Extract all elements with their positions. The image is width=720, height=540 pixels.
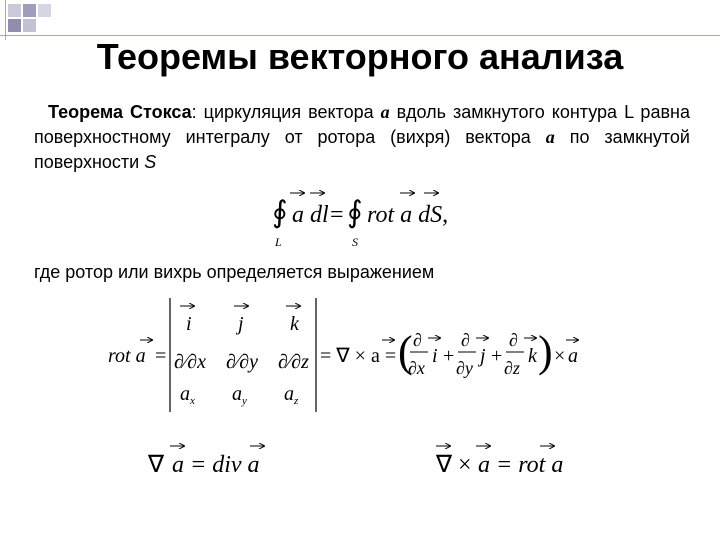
stokes-rhs: rot a dS,: [367, 202, 449, 228]
theorem-text-part-1: : циркуляция вектора: [191, 102, 381, 122]
component-az: $a_z$: [284, 383, 299, 407]
theorem-text-part-2: вдоль замкнутого контура L равна поверхностному интегралу от ротора (вихря) вектора: [34, 102, 690, 147]
svg-text:a = div a: a = div a: [172, 452, 260, 478]
svg-text:+: +: [491, 345, 503, 367]
svg-text:= ∇ × a =: = ∇ × a =: [320, 345, 397, 367]
subscript-L: L: [275, 235, 282, 249]
contour-integral-sign: ∮: [272, 196, 288, 229]
unit-i: i: [186, 313, 192, 335]
slide-title: Теоремы векторного анализа: [96, 36, 624, 77]
partial-x: ∂⁄∂x: [174, 351, 206, 373]
unit-k: k: [290, 313, 299, 335]
stokes-equals: =: [330, 202, 344, 228]
rot-label: rot a: [108, 345, 146, 367]
component-ay: $a_y$: [232, 383, 247, 407]
svg-text:∇ ×: ∇ ×: [436, 452, 472, 478]
svg-text:): ): [538, 327, 553, 376]
svg-text:i: i: [432, 345, 438, 367]
svg-text:∂: ∂: [413, 330, 422, 350]
subscript-S: S: [352, 235, 358, 249]
vector-a-2: a: [545, 127, 555, 147]
svg-text:(: (: [398, 327, 413, 376]
svg-text:∇: ∇: [148, 452, 165, 478]
surface-symbol: S: [144, 152, 157, 172]
surface-integral-sign: ∮: [347, 196, 363, 229]
svg-text:∂y: ∂y: [456, 358, 473, 378]
div-formula: [147, 446, 264, 478]
svg-text:∂: ∂: [461, 330, 470, 350]
svg-text:=: =: [155, 345, 167, 367]
svg-text:k: k: [528, 345, 537, 367]
vector-a-1: a: [380, 102, 390, 122]
component-ax: $a_x$: [180, 383, 195, 407]
svg-text:a: a: [568, 345, 578, 367]
theorem-name: Теорема Стокса: [48, 102, 192, 122]
rotor-intro-text: где ротор или вихрь определяется выражением: [34, 262, 435, 282]
svg-text:×: ×: [554, 345, 566, 367]
partial-z: ∂⁄∂z: [278, 351, 309, 373]
partial-y: ∂⁄∂y: [226, 351, 258, 373]
svg-text:∂z: ∂z: [504, 358, 520, 378]
unit-j: j: [238, 313, 244, 335]
svg-text:j: j: [480, 345, 486, 367]
rot-definition-formula: [108, 298, 578, 412]
svg-text:a = rot a: a = rot a: [478, 452, 564, 478]
stokes-lhs: a dl: [292, 202, 329, 228]
svg-text:+: +: [443, 345, 455, 367]
svg-text:∂x: ∂x: [408, 358, 425, 378]
theorem-text-part-3: по замкнутой поверхности: [34, 127, 690, 172]
rot-formula: [435, 446, 563, 478]
svg-text:∂: ∂: [509, 330, 518, 350]
